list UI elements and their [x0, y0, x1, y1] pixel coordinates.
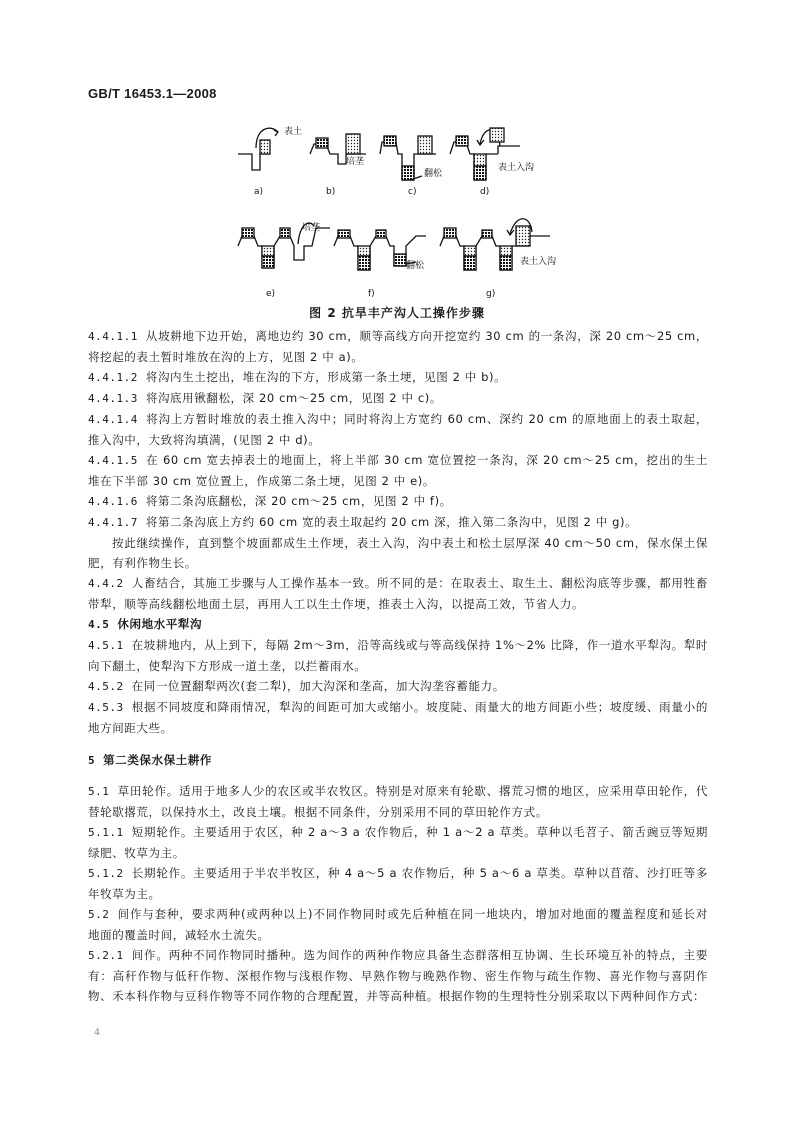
- step-a-sketch: [238, 128, 278, 170]
- paragraph-5-2: 5.2 间作与套种，要求两种(或两种以上)不同作物同时或先后种植在同一地块内，增加对地面的覆盖程度和延长对地面的覆盖时间，减轻水土流失。: [88, 907, 708, 942]
- heading-4-5: 4.5 休闲地水平犁沟: [88, 617, 203, 631]
- fig-sub-d: d): [480, 187, 490, 197]
- paragraph-5-1: 5.1 草田轮作。适用于地多人少的农区或半农牧区。特别是对原来有轮歇、撂荒习惯的地区，应采用草田轮作，代替轮歇撂荒，以保持水土，改良土壤。根据不同条件，分别采用不同的草田轮作方式。: [88, 784, 708, 819]
- paragraph-4-4-1-6: 4.4.1.6 将第二条沟底翻松，深 20 cm～25 cm，见图 2 中 f)。: [88, 494, 452, 508]
- fig-label-topsoil-in-d: 表土入沟: [498, 163, 535, 173]
- fig-label-ridge-b: 培垄: [346, 157, 365, 167]
- fig-sub-c: c): [408, 187, 417, 197]
- fig-label-topsoil-a: 表土: [284, 127, 303, 137]
- paragraph-4-5-2: 4.5.2 在同一位置翻犁两次(套二犁)，加大沟深和垄高，加大沟垄容蓄能力。: [88, 679, 505, 693]
- figure-caption: 图 2 抗旱丰产沟人工操作步骤: [309, 306, 485, 320]
- heading-5: 5 第二类保水保土耕作: [88, 753, 213, 767]
- paragraph-5-1-1: 5.1.1 短期轮作。主要适用于农区，种 2 a～3 a 农作物后，种 1 a～2 a 草类。草种以毛苕子、箭舌豌豆等短期绿肥、牧草为主。: [88, 825, 708, 860]
- fig-label-ridge-e: 培垄: [302, 223, 321, 233]
- fig-sub-e: e): [266, 289, 276, 299]
- figure-2-diagram: [230, 118, 570, 308]
- paragraph-4-4-1-1: 4.4.1.1 从坡耕地下边开始，离地边约 30 cm，顺等高线方向开挖宽约 30 cm 的一条沟，深 20 cm～25 cm，将挖起的表土暂时堆放在沟的上方，见图 2 中 a)。: [88, 329, 708, 364]
- fig-sub-a: a): [254, 187, 264, 197]
- paragraph-4-4-1-2: 4.4.1.2 将沟内生土挖出，堆在沟的下方，形成第一条土埂，见图 2 中 b)。: [88, 370, 507, 384]
- paragraph-4-4-1-7: 4.4.1.7 将第二条沟底上方约 60 cm 宽的表土取起约 20 cm 深，推入第二条沟中，见图 2 中 g)。: [88, 515, 638, 529]
- paragraph-4-4-1-3: 4.4.1.3 将沟底用锹翻松，深 20 cm～25 cm，见图 2 中 c)。: [88, 391, 442, 405]
- fig-sub-b: b): [326, 187, 336, 197]
- paragraph-4-4-1-4: 4.4.1.4 将沟上方暂时堆放的表土推入沟中；同时将沟上方宽约 60 cm、深约 20 cm 的原地面上的表土取起，推入沟中，大致将沟填满，(见图 2 中 d)。: [88, 412, 708, 447]
- paragraph-4-5-3: 4.5.3 根据不同坡度和降雨情况，犁沟的间距可加大或缩小。坡度陡、雨量大的地方间距小些；坡度缓、雨量小的地方间距大些。: [88, 700, 708, 735]
- fig-label-topsoil-in-g: 表土入沟: [520, 257, 557, 267]
- fig-sub-f: f): [368, 289, 375, 299]
- standard-code-header: GB/T 16453.1—2008: [88, 86, 217, 101]
- paragraph-4-4-1-5: 4.4.1.5 在 60 cm 宽去掉表土的地面上，将上半部 30 cm 宽位置挖一条沟，深 20 cm～25 cm，挖出的生土堆在下半部 30 cm 宽位置上，作成第二条土埂，见图 2 中 e)。: [88, 453, 708, 488]
- paragraph-continuation: 按此继续操作，直到整个坡面都成生土作埂，表土入沟，沟中表土和松土层厚深 40 cm～50 cm，保水保土保肥，有利作物生长。: [88, 536, 708, 570]
- body-text: [88, 326, 708, 1006]
- paragraph-4-4-2: 4.4.2 人畜结合，其施工步骤与人工操作基本一致。所不同的是：在取表土、取生土、翻松沟底等步骤，都用牲畜带犁，顺等高线翻松地面土层，再用人工以生土作埂，推表土入沟，以提高工效，节省人力。: [88, 576, 708, 611]
- page-number: 4: [94, 1026, 100, 1038]
- fig-label-loosen-c: 翻松: [424, 169, 443, 179]
- fig-sub-g: g): [486, 289, 496, 299]
- paragraph-5-2-1: 5.2.1 间作。两种不同作物同时播种。选为间作的两种作物应具备生态群落相互协调、生长环境互补的特点，主要有：高秆作物与低秆作物、深根作物与浅根作物、早熟作物与晚熟作物、密生作物与疏生作物、喜光作物与喜阴作物、禾本科作物与豆科作物等不同作物的合理配置，并等高种植。根据作物的生理特性分别采取以下两种间作方式：: [88, 948, 708, 1003]
- fig-label-loosen-f: 翻松: [406, 261, 425, 271]
- paragraph-5-1-2: 5.1.2 长期轮作。主要适用于半农半牧区，种 4 a～5 a 农作物后，种 5 a～6 a 草类。草种以苜蓿、沙打旺等多年牧草为主。: [88, 866, 708, 901]
- paragraph-4-5-1: 4.5.1 在坡耕地内，从上到下，每隔 2m～3m，沿等高线或与等高线保持 1%～2% 比降，作一道水平犁沟。犁时向下翻土，使犁沟下方形成一道土垄，以拦蓄雨水。: [88, 638, 708, 673]
